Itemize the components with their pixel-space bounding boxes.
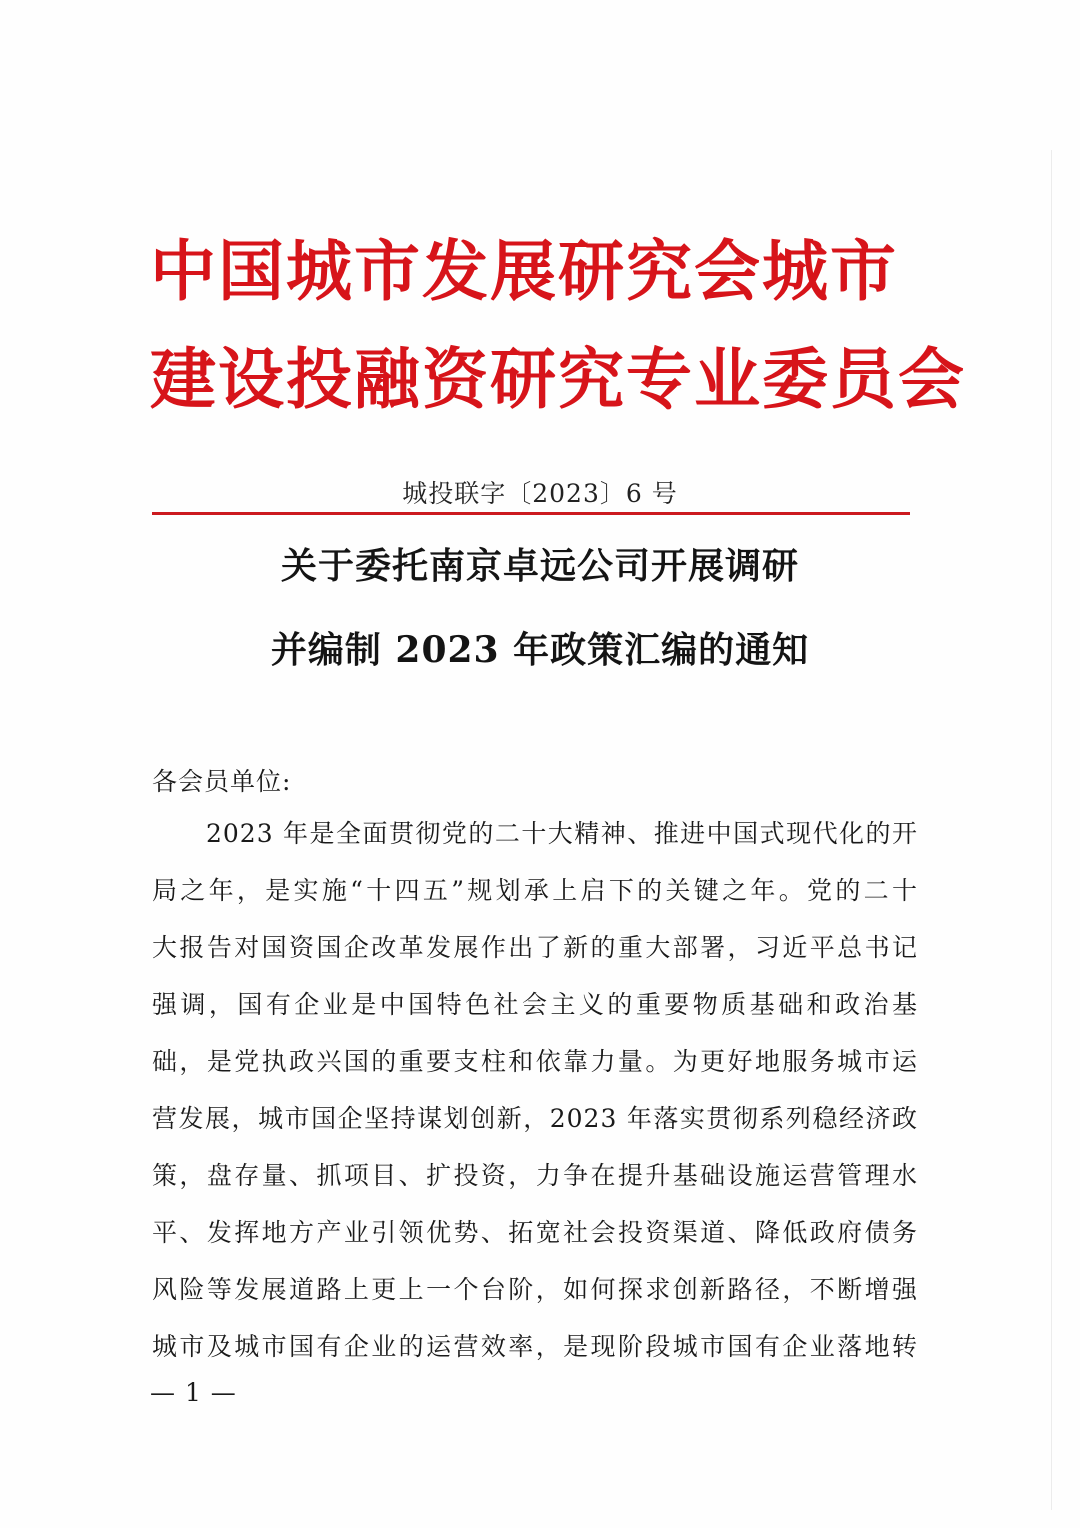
red-divider [152,512,910,515]
page-edge [1051,150,1052,1510]
body-line: 策，盘存量、抓项目、扩投资，力争在提升基础设施运营管理水 [152,1161,918,1190]
body-line: 础，是党执政兴国的重要支柱和依靠力量。为更好地服务城市运 [152,1047,918,1076]
body-line: 城市及城市国有企业的运营效率，是现阶段城市国有企业落地转 [152,1332,918,1361]
body-line: 大报告对国资国企改革发展作出了新的重大部署，习近平总书记 [152,933,918,962]
body-line: 2023 年是全面贯彻党的二十大精神、推进中国式现代化的开 [206,819,918,848]
body-line: 局之年，是实施“十四五”规划承上启下的关键之年。党的二十 [152,876,918,905]
body-line: 风险等发展道路上更上一个台阶，如何探求创新路径，不断增强 [152,1275,918,1304]
notice-title-line-1: 关于委托南京卓远公司开展调研 [280,545,799,587]
body-line: 营发展，城市国企坚持谋划创新，2023 年落实贯彻系列稳经济政 [152,1104,918,1133]
org-name-line-2: 建设投融资研究专业委员会 [150,340,966,418]
body-line: 强调，国有企业是中国特色社会主义的重要物质基础和政治基 [152,990,918,1019]
salutation: 各会员单位: [152,767,292,796]
body-line: 平、发挥地方产业引领优势、拓宽社会投资渠道、降低政府债务 [152,1218,918,1247]
org-name-line-1: 中国城市发展研究会城市 [150,232,898,310]
document-number: 城投联字〔2023〕6 号 [402,479,678,508]
page-number: — 1 — [150,1378,237,1407]
notice-title-line-2: 并编制 2023 年政策汇编的通知 [270,629,810,671]
